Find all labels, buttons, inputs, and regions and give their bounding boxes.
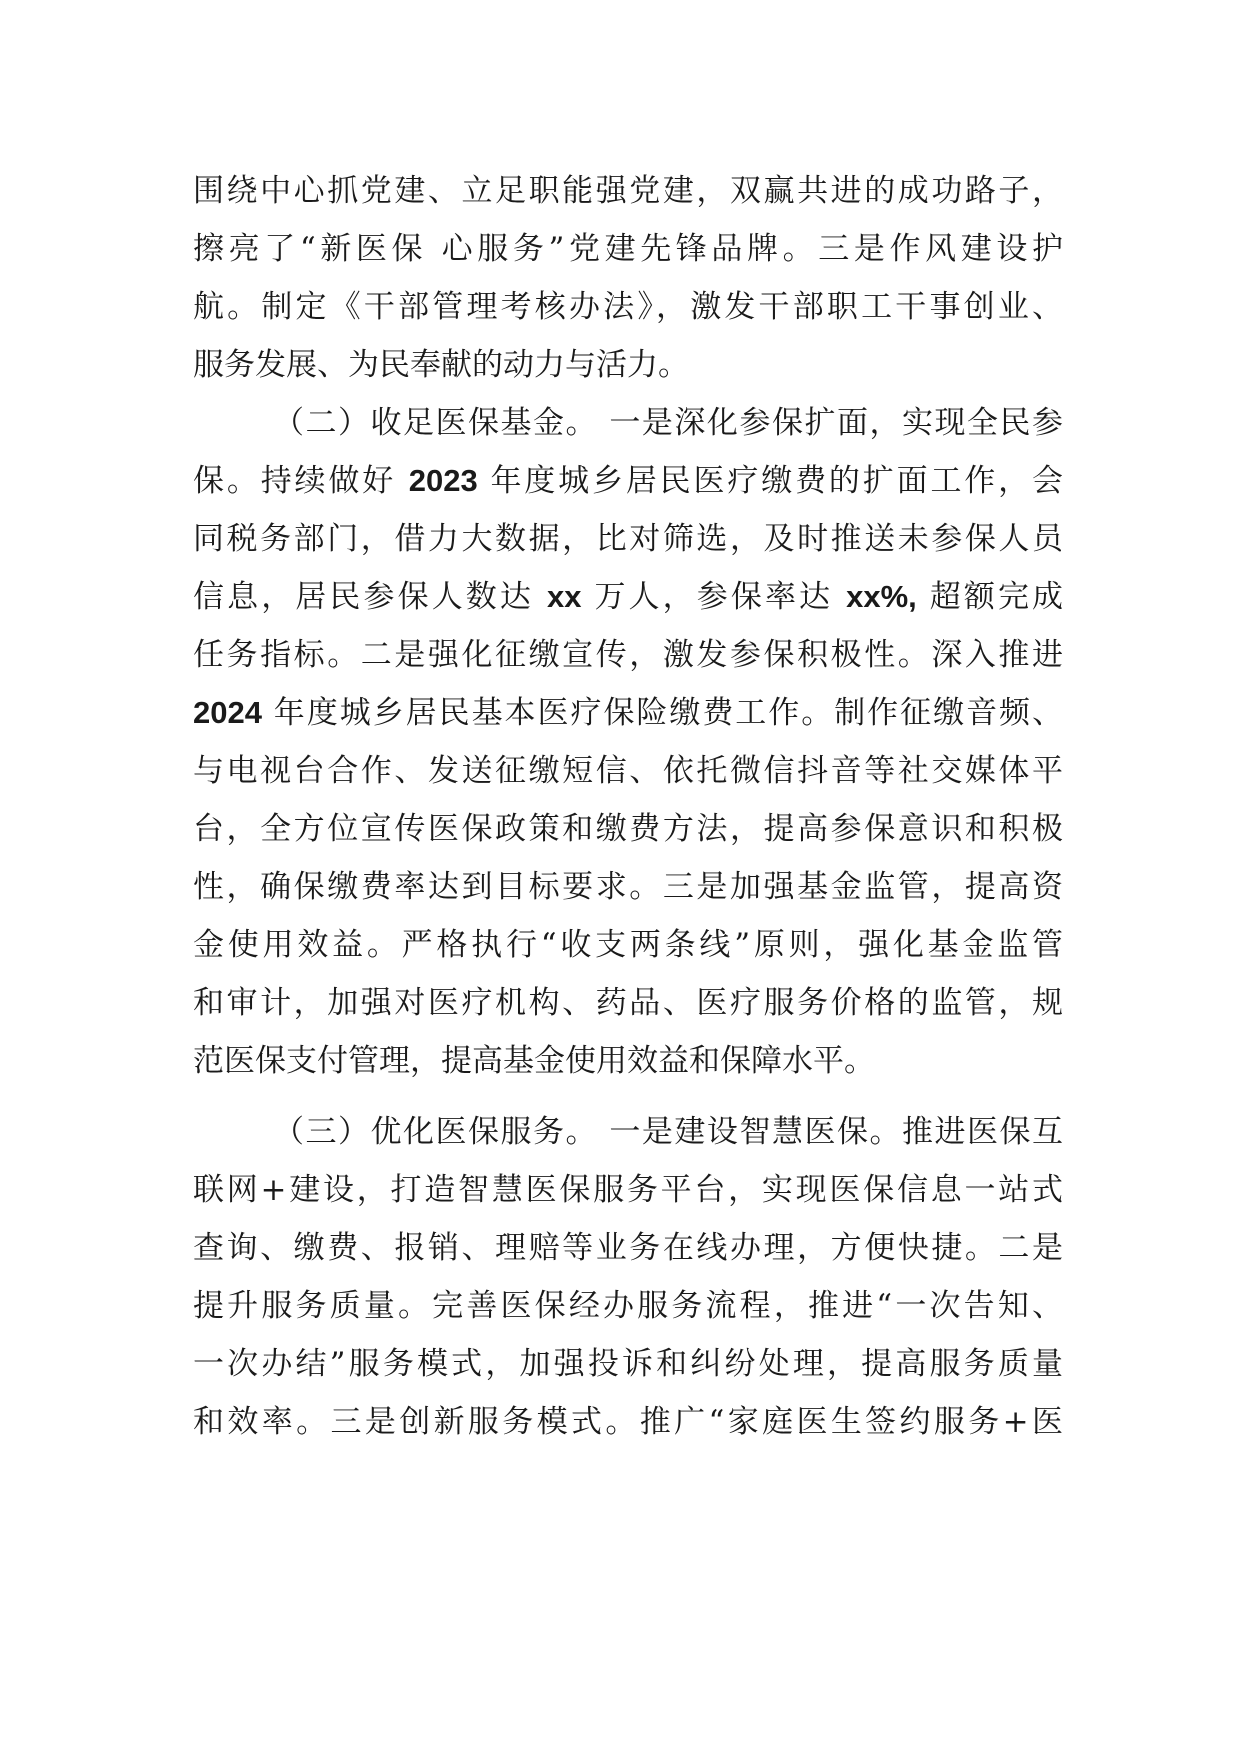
text-line: [193, 691, 1063, 735]
enrollment-rate-value: xx%,: [846, 579, 917, 614]
text-line: 性，确保缴费率达到目标要求。三是加强基金监管，提高资: [193, 869, 1063, 905]
enrollment-count-value: xx: [546, 579, 582, 614]
text-line: 和审计，加强对医疗机构、药品、医疗服务价格的监管，规: [193, 985, 1063, 1021]
section-heading-line: （二）收足医保基金。 一是深化参保扩面，实现全民参: [273, 405, 1063, 441]
text-line: 联网+建设，打造智慧医保服务平台，实现医保信息一站式: [193, 1172, 1063, 1208]
text-line: 范医保支付管理，提高基金使用效益和保障水平。: [193, 1043, 875, 1079]
text-segment: 超额完成: [929, 579, 1063, 615]
text-line: [193, 459, 1063, 503]
year-value: 2024: [193, 695, 262, 730]
text-line: 金使用效益。严格执行“收支两条线”原则，强化基金监管: [193, 927, 1063, 963]
year-value: 2023: [408, 463, 478, 498]
text-line: 查询、缴费、报销、理赔等业务在线办理，方便快捷。二是: [193, 1230, 1063, 1266]
text-line: 提升服务质量。完善医保经办服务流程，推进“一次告知、: [193, 1288, 1063, 1324]
text-line: 与电视台合作、发送征缴短信、依托微信抖音等社交媒体平: [193, 753, 1063, 789]
text-segment: 保。持续做好: [193, 463, 397, 499]
text-segment: 年度城乡居民医疗缴费的扩面工作，会: [490, 463, 1063, 499]
section-heading-line: （三）优化医保服务。 一是建设智慧医保。推进医保互: [273, 1114, 1063, 1150]
text-line: 任务指标。二是强化征缴宣传，激发参保积极性。深入推进: [193, 637, 1063, 673]
text-segment: 万人，参保率达: [594, 579, 834, 615]
text-segment: 年度城乡居民基本医疗保险缴费工作。制作征缴音频、: [273, 695, 1063, 731]
text-line: 航。制定《干部管理考核办法》，激发干部职工干事创业、: [193, 289, 1063, 325]
text-segment: 信息，居民参保人数达: [193, 579, 535, 615]
text-line: 和效率。三是创新服务模式。推广“家庭医生签约服务+医: [193, 1404, 1063, 1440]
text-line: 服务发展、为民奉献的动力与活力。: [193, 347, 689, 383]
text-line: 台，全方位宣传医保政策和缴费方法，提高参保意识和积极: [193, 811, 1063, 847]
text-line: 一次办结”服务模式，加强投诉和纠纷处理，提高服务质量: [193, 1346, 1063, 1382]
text-line: 擦亮了“新医保 心服务”党建先锋品牌。三是作风建设护: [193, 231, 1063, 267]
text-line: 同税务部门，借力大数据，比对筛选，及时推送未参保人员: [193, 521, 1063, 557]
text-line: 围绕中心抓党建、立足职能强党建，双赢共进的成功路子，: [193, 173, 1063, 209]
text-line: [193, 575, 1063, 619]
